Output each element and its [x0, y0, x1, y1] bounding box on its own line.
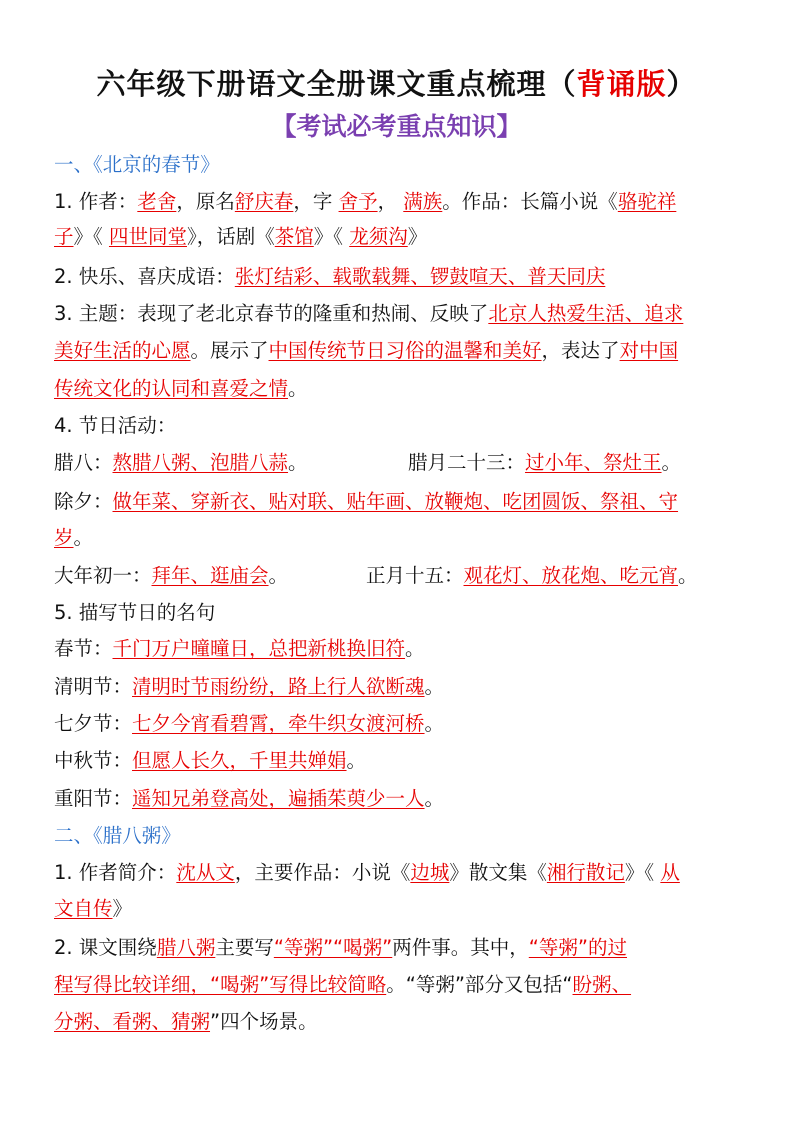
verse-line: 重阳节：遥知兄弟登高处，遍插茱萸少一人。	[54, 787, 445, 810]
idioms-line: 2. 快乐、喜庆成语：张灯结彩、载歌载舞、锣鼓喧天、普天同庆	[54, 265, 606, 288]
summary-line-2: 程写得比较详细，“喝粥”写得比较简略。“等粥”部分又包括“盼粥、	[54, 973, 632, 996]
author-intro-line-cont: 文自传》	[54, 897, 133, 920]
section-heading-1: 一、《北京的春节》	[54, 153, 220, 176]
verse-line: 七夕节：七夕今宵看碧霄，牵牛织女渡河桥。	[54, 712, 445, 735]
verse-line: 中秋节：但愿人长久，千里共婵娟。	[54, 749, 367, 772]
chuyi-line: 大年初一：拜年、逛庙会。	[54, 564, 289, 587]
laba-line: 腊八：熬腊八粥、泡腊八蒜。	[54, 451, 308, 474]
summary-line-3: 分粥、看粥、猜粥”四个场景。	[54, 1010, 318, 1033]
section-heading-2: 二、《腊八粥》	[54, 824, 181, 847]
summary-line: 2. 课文围绕腊八粥主要写“等粥”“喝粥”两件事。其中，“等粥”的过	[54, 936, 627, 959]
verses-heading: 5. 描写节日的名句	[54, 601, 216, 624]
xiaonian-line: 腊月二十三：过小年、祭灶王。	[408, 451, 682, 474]
theme-line: 3. 主题：表现了老北京春节的隆重和热闹、反映了北京人热爱生活、追求	[54, 302, 684, 325]
chuxi-line: 除夕：做年菜、穿新衣、贴对联、贴年画、放鞭炮、吃团圆饭、祭祖、守	[54, 490, 679, 513]
page-subtitle: 【考试必考重点知识】	[271, 112, 522, 141]
verse-line: 清明节：清明时节雨纷纷，路上行人欲断魂。	[54, 675, 445, 698]
chuxi-line-cont: 岁。	[54, 526, 94, 549]
theme-line-2: 美好生活的心愿。展示了中国传统节日习俗的温馨和美好，表达了对中国	[54, 339, 679, 362]
author-line: 1. 作者：老舍，原名舒庆春，字 舍予， 满族。作品：长篇小说《骆驼祥	[54, 190, 677, 213]
author-line-cont: 子》《 四世同堂》，话剧《茶馆》《 龙须沟》	[54, 225, 428, 248]
verse-line: 春节：千门万户曈曈日，总把新桃换旧符。	[54, 637, 425, 660]
yuanxiao-line: 正月十五：观花灯、放花炮、吃元宵。	[366, 564, 698, 587]
activities-heading: 4. 节日活动：	[54, 414, 177, 437]
theme-line-3: 传统文化的认同和喜爱之情。	[54, 377, 308, 400]
page-title: 六年级下册语文全册课文重点梳理（背诵版）	[96, 67, 697, 101]
author-intro-line: 1. 作者简介：沈从文，主要作品：小说《边城》散文集《湘行散记》《 从	[54, 861, 680, 884]
